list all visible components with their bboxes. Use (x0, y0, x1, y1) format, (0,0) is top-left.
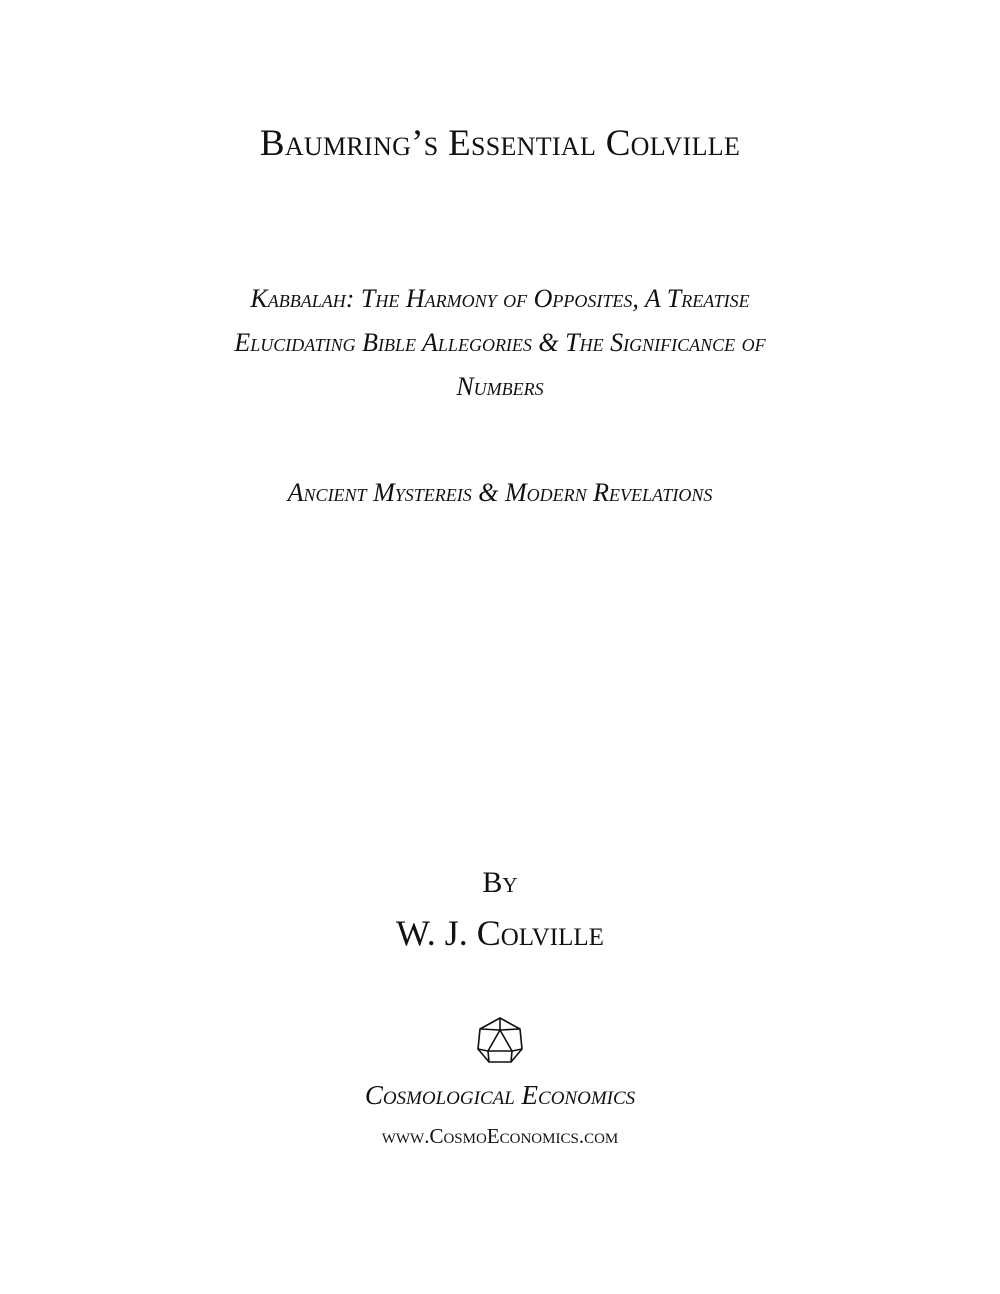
polyhedron-logo-icon (474, 1016, 526, 1064)
subtitle: Ancient Mystereis & Modern Revelations (287, 478, 713, 507)
series-title: Baumring’s Essential Colville (259, 123, 741, 164)
publisher-website[interactable]: www.CosmoEconomics.com (381, 1124, 619, 1148)
publisher-name: Cosmological Economics (364, 1080, 636, 1110)
book-title-line-3: Numbers (456, 372, 544, 401)
by-label: By (482, 866, 518, 899)
book-title-line-1: Kabbalah: The Harmony of Opposites, A Treatise (250, 284, 750, 313)
author-name: W. J. Colville (396, 913, 604, 953)
book-title-line-2: Elucidating Bible Allegories & The Significance of (234, 328, 766, 357)
